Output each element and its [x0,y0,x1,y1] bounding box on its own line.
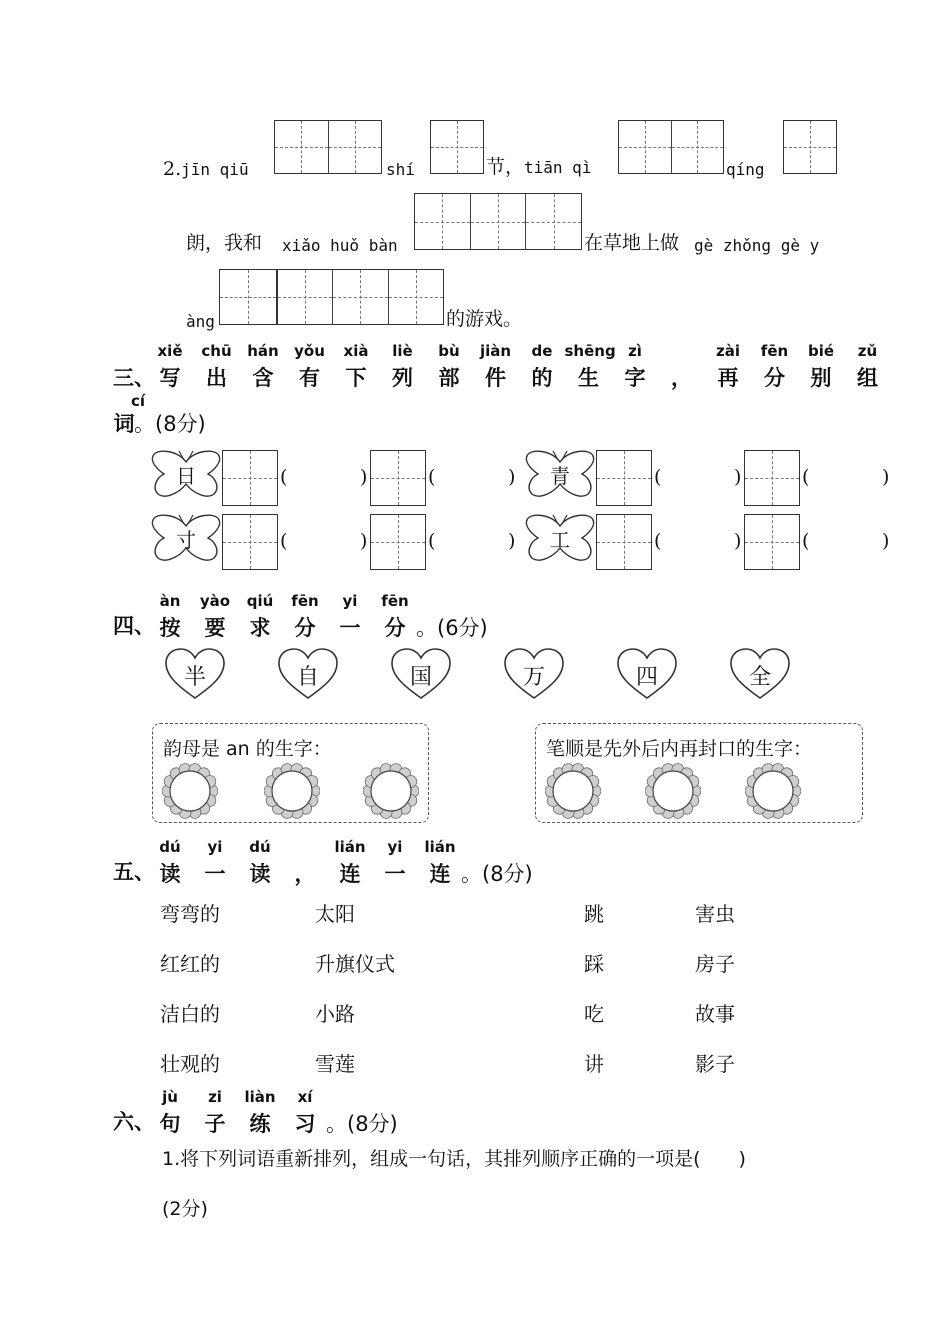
match-word[interactable]: 房子 [695,952,735,976]
match-word[interactable]: 影子 [695,1052,735,1076]
heart-char: 自 [296,665,319,690]
match-word[interactable]: 跳 [584,902,604,926]
pinyin-gezhong: gè zhǒng gè y [694,236,820,255]
heading-char: 出 [206,366,227,390]
heading-pinyin: zi [208,1088,222,1106]
heart-char: 国 [409,665,432,690]
butterfly-icon [524,448,596,504]
heart-icon[interactable] [729,648,791,700]
heading-pinyin: chū [201,342,232,360]
heading-char: 读 [159,862,181,886]
heading-char: 习 [294,1112,316,1136]
section-4-score: 。(6分) [416,616,488,640]
heading-pinyin: de [531,342,553,360]
heading-pinyin: jiàn [479,342,512,360]
writing-grid-char[interactable] [744,450,800,506]
heading-char: 下 [345,366,367,390]
heading-pinyin: qiú [246,592,274,610]
word-blank-close[interactable]: ) [508,466,516,488]
flower-answer-icon[interactable] [363,763,419,819]
word-blank-open: ( [428,466,436,488]
heading-pinyin: lián [424,838,456,856]
heading-char: 组 [857,366,878,390]
word-blank-close[interactable]: ) [882,466,890,488]
section-3-score: 。(8分) [134,412,206,436]
text-youxi: 的游戏。 [446,308,523,330]
section-6-prefix: 六、 [113,1110,155,1134]
flower-answer-icon[interactable] [545,763,601,819]
heading-char: ， [294,862,316,886]
heading-char: 生 [578,366,599,390]
text-zaicaodi: 在草地上做 [584,232,680,254]
heading-pinyin: yi [342,592,358,610]
word-blank-close[interactable]: ) [360,530,368,552]
writing-grid-xiaohuoban[interactable] [414,193,582,250]
word-blank-close[interactable]: ) [360,466,368,488]
match-word[interactable]: 吃 [584,1002,604,1026]
writing-grid-char[interactable] [222,514,278,570]
match-word[interactable]: 小路 [315,1002,355,1026]
pinyin-jin-qiu: jīn qiū [181,160,249,179]
heading-pinyin: dú [159,838,181,856]
heading-char: 部 [438,366,460,390]
section-4-prefix: 四、 [113,614,155,638]
writing-grid-char[interactable] [370,514,426,570]
heading-pinyin: yào [199,592,231,610]
heading-pinyin: zì [628,342,642,360]
heading-pinyin: xí [297,1088,313,1106]
heading-pinyin: fēn [381,592,409,610]
text-jie: 节，tiān qì [486,156,592,178]
heading-char: 句 [159,1112,181,1136]
pinyin-qing: qíng [726,160,765,179]
section-4-heading [112,592,712,640]
heart-char: 四 [635,665,658,690]
match-word[interactable]: 故事 [695,1002,735,1026]
writing-grid-shi[interactable] [430,120,484,174]
match-word[interactable]: 太阳 [315,902,355,926]
pinyin-ci: cí [130,392,146,410]
word-blank-close[interactable]: ) [734,530,742,552]
radical-char: 工 [550,528,570,552]
writing-grid-qing[interactable] [783,120,837,174]
heading-char: 一 [204,862,226,886]
word-blank-open: ( [654,530,662,552]
question-number: 2.jīn qiū [163,158,249,180]
flower-answer-icon[interactable] [264,763,320,819]
writing-grid-char[interactable] [222,450,278,506]
heading-pinyin: zǔ [857,342,878,360]
heading-char: 按 [159,616,181,640]
writing-grid-char[interactable] [744,514,800,570]
writing-grid-jinqiu[interactable] [274,120,382,174]
heading-char: 读 [249,862,271,886]
heading-pinyin: shēng [564,342,616,360]
heading-char: 一 [339,616,361,640]
heading-char: 有 [299,366,320,390]
match-word[interactable]: 洁白的 [160,1002,220,1026]
heart-char: 万 [522,665,545,690]
heart-char: 半 [183,665,206,690]
butterfly-icon [150,512,222,568]
flower-answer-icon[interactable] [645,763,701,819]
heading-char: 连 [339,862,361,886]
heading-pinyin: bié [807,342,835,360]
pinyin-xiaohuoban: xiǎo huǒ bàn [282,236,398,255]
heading-pinyin: yi [387,838,403,856]
heart-icon[interactable] [390,648,452,700]
heading-char: 要 [204,616,226,640]
word-blank-open: ( [802,530,810,552]
word-blank-open: ( [280,530,288,552]
match-word[interactable]: 升旗仪式 [315,952,395,976]
heading-pinyin: fēn [760,342,789,360]
section-3-prefix: 三、 [113,366,155,390]
writing-grid-tianqi[interactable] [618,120,724,174]
heading-pinyin: àn [159,592,181,610]
butterfly-icon [150,448,222,504]
match-word[interactable]: 雪莲 [315,1052,355,1076]
heading-pinyin: yǒu [294,342,325,360]
heading-char: 的 [531,366,553,390]
flower-answer-icon[interactable] [745,763,801,819]
heading-char: 列 [392,366,413,390]
section-6-score: 。(8分) [326,1112,398,1136]
heart-char: 全 [748,665,771,690]
match-word[interactable]: 壮观的 [160,1052,220,1076]
section-3-heading [112,342,892,436]
match-word[interactable]: 弯弯的 [160,902,220,926]
heart-icon[interactable] [503,648,565,700]
heading-char: 一 [384,862,406,886]
heart-icon[interactable] [164,648,226,700]
heading-pinyin: dú [249,838,271,856]
enclosure-stroke-label: 笔顺是先外后内再封口的生字： [546,738,813,760]
heading-char: 分 [294,616,316,640]
section-5-prefix: 五、 [113,860,155,884]
char-ci: 词 [113,412,135,436]
word-blank-close[interactable]: ) [734,466,742,488]
word-blank-close[interactable]: ) [882,530,890,552]
heading-char: 再 [717,366,739,390]
heart-icon[interactable] [277,648,339,700]
heading-char: 子 [204,1112,226,1136]
heading-pinyin: lián [334,838,366,856]
butterfly-icon [524,512,596,568]
heading-pinyin: xià [343,342,369,360]
heading-pinyin: zài [716,342,740,360]
section-5-heading [112,838,712,886]
heading-char: 含 [252,366,274,390]
heading-char: 求 [249,616,271,640]
heading-char: 连 [429,862,451,886]
writing-grid-gezhonggeyang[interactable] [277,269,444,325]
radical-char: 寸 [176,528,196,552]
writing-grid-ge[interactable] [219,269,277,325]
heading-char: 件 [485,366,506,390]
section-5-score: 。(8分) [461,862,533,886]
word-blank-open: ( [280,466,288,488]
word-blank-open: ( [428,530,436,552]
pinyin-ang: àng [186,312,215,331]
radical-char: 日 [176,464,196,488]
heading-pinyin: liè [392,342,413,360]
heart-icon[interactable] [616,648,678,700]
match-word[interactable]: 踩 [584,952,604,976]
heading-pinyin: bù [438,342,460,360]
heading-char: 字 [624,366,646,390]
pinyin-shi: shí [386,160,415,179]
section-6-heading [112,1088,712,1136]
an-final-label: 韵母是 an 的生字： [163,738,332,760]
heading-char: 分 [384,616,406,640]
heading-char: 别 [810,366,832,390]
question-6-1-score: (2分) [162,1198,208,1220]
heading-pinyin: yi [207,838,223,856]
heading-char: 练 [249,1112,271,1136]
match-word[interactable]: 红红的 [160,952,220,976]
flower-answer-icon[interactable] [162,763,218,819]
heading-pinyin: liàn [244,1088,276,1106]
writing-grid-char[interactable] [370,450,426,506]
writing-grid-char[interactable] [596,450,652,506]
heading-char: 写 [159,366,181,390]
question-6-1: 1.将下列词语重新排列，组成一句话，其排列顺序正确的一项是( ) [162,1148,746,1170]
heading-char: ， [671,366,692,390]
word-blank-close[interactable]: ) [508,530,516,552]
match-word[interactable]: 讲 [584,1052,604,1076]
heading-pinyin: jù [162,1088,178,1106]
radical-char: 青 [550,464,570,488]
heading-pinyin: fēn [291,592,319,610]
text-lang: 朗，我和 [186,232,263,254]
writing-grid-char[interactable] [596,514,652,570]
word-blank-open: ( [802,466,810,488]
match-word[interactable]: 害虫 [695,902,735,926]
word-blank-open: ( [654,466,662,488]
heading-pinyin: hán [247,342,279,360]
heading-pinyin: xiě [157,342,183,360]
heading-char: 分 [764,366,785,390]
